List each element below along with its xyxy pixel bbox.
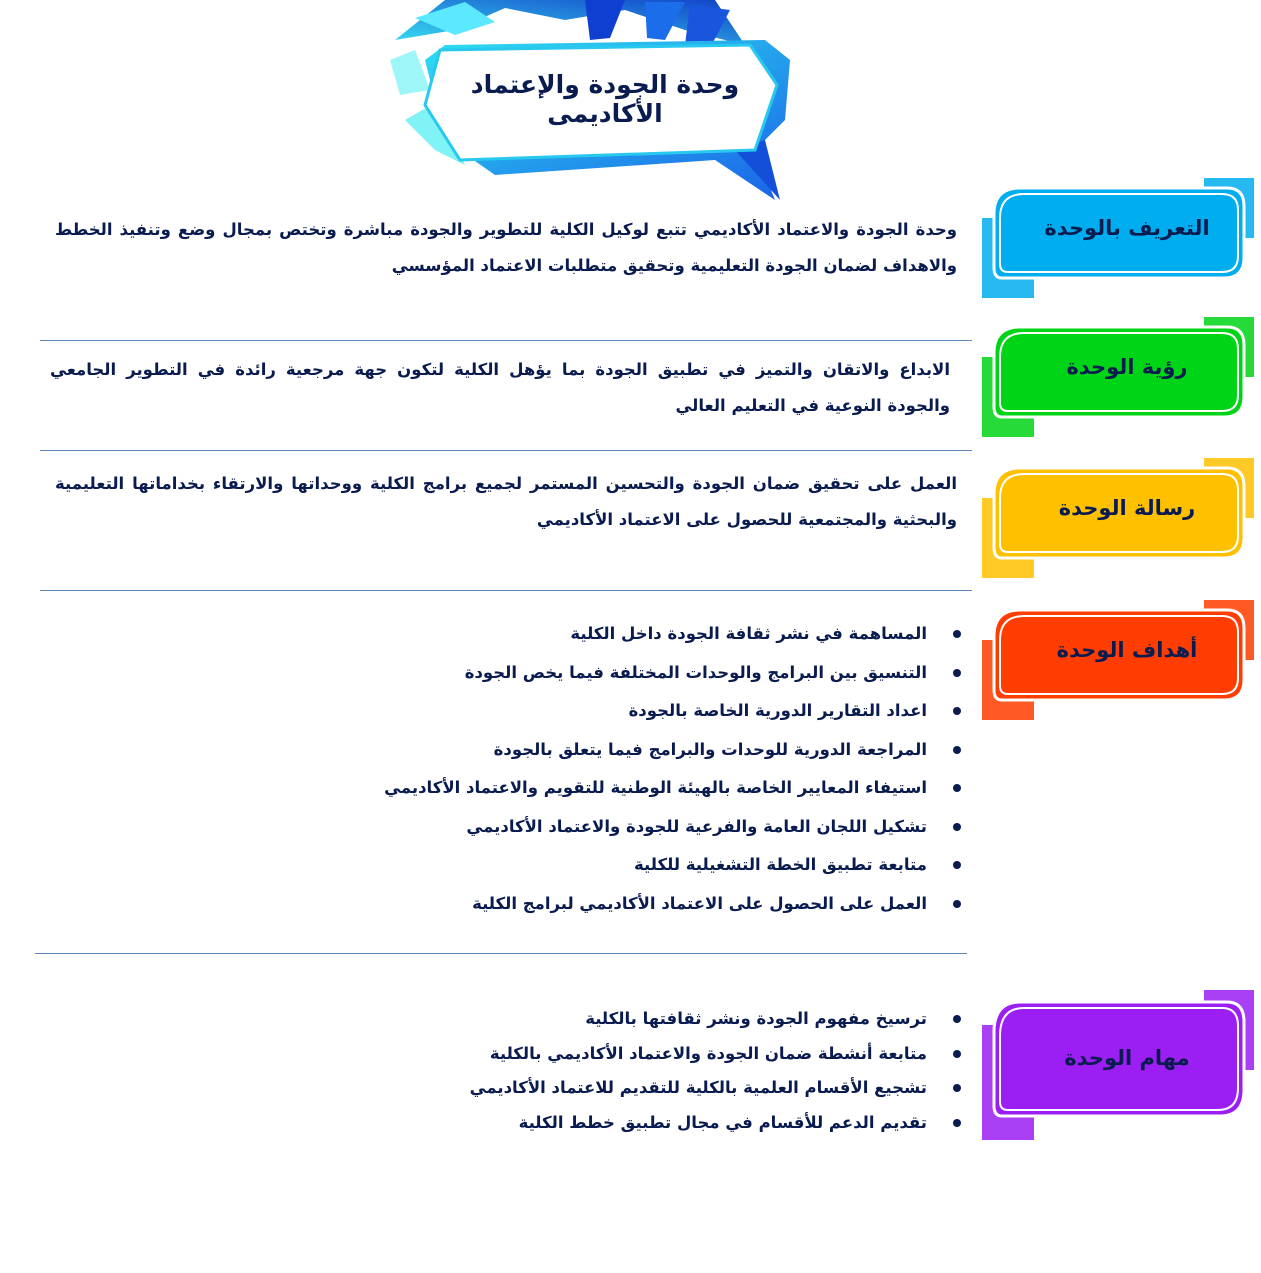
page-title: وحدة الجودة والإعتماد الأكاديمى (470, 70, 740, 128)
list-item: المراجعة الدورية للوحدات والبرامج فيما يتعلق بالجودة (341, 731, 961, 770)
tasks-list (341, 1002, 961, 1140)
list-item: تشجيع الأقسام العلمية بالكلية للتقديم للاعتماد الأكاديمي (341, 1071, 961, 1106)
list-item: ترسيخ مفهوم الجودة ونشر ثقافتها بالكلية (341, 1002, 961, 1037)
list-item: العمل على الحصول على الاعتماد الأكاديمي لبرامج الكلية (341, 885, 961, 924)
tasks-tag (982, 990, 1261, 1140)
divider (40, 450, 972, 451)
list-item: متابعة أنشطة ضمان الجودة والاعتماد الأكاديمي بالكلية (341, 1037, 961, 1072)
mission-label: رسالة الوحدة (1058, 496, 1196, 520)
list-item: اعداد التقارير الدورية الخاصة بالجودة (341, 692, 961, 731)
list-item: متابعة تطبيق الخطة التشغيلية للكلية (341, 846, 961, 885)
vision-text: الابداع والاتقان والتميز في تطبيق الجودة بما يؤهل الكلية لتكون جهة مرجعية رائدة في التطوير الجامعي والجودة النوعية في التعليم العالي (50, 360, 950, 415)
mission-tag (982, 458, 1261, 578)
divider (35, 953, 967, 954)
list-item: تشكيل اللجان العامة والفرعية للجودة والاعتماد الأكاديمي (341, 808, 961, 847)
list-item: المساهمة في نشر ثقافة الجودة داخل الكلية (341, 615, 961, 654)
goals-tag (982, 600, 1261, 720)
list-item: استيفاء المعايير الخاصة بالهيئة الوطنية للتقويم والاعتماد الأكاديمي (341, 769, 961, 808)
divider (40, 590, 972, 591)
vision-label: رؤية الوحدة (1066, 355, 1188, 379)
tasks-label: مهام الوحدة (1064, 1046, 1190, 1070)
list-item: التنسيق بين البرامج والوحدات المختلفة فيما يخص الجودة (341, 654, 961, 693)
list-item: تقديم الدعم للأقسام في مجال تطبيق خطط الكلية (341, 1106, 961, 1141)
divider (40, 340, 972, 341)
vision-tag (982, 317, 1261, 437)
mission-text: العمل على تحقيق ضمان الجودة والتحسين المستمر لجميع برامج الكلية ووحداتها والارتقاء بخداماتها التعليمية والبحثية والمجتمعية للحصول على الاعتماد الأكاديمي (55, 474, 957, 529)
definition-tag (982, 178, 1261, 298)
header-banner (385, 0, 815, 200)
definition-text: وحدة الجودة والاعتماد الأكاديمي تتبع لوكيل الكلية للتطوير والجودة مباشرة وتختص بمجال وضع وتنفيذ الخطط والاهداف لضمان الجودة التعليمية وتحقيق متطلبات الاعتماد المؤسسي (55, 220, 957, 275)
goals-label: أهداف الوحدة (1056, 638, 1198, 662)
goals-list (341, 615, 961, 923)
definition-label: التعريف بالوحدة (1044, 216, 1210, 240)
